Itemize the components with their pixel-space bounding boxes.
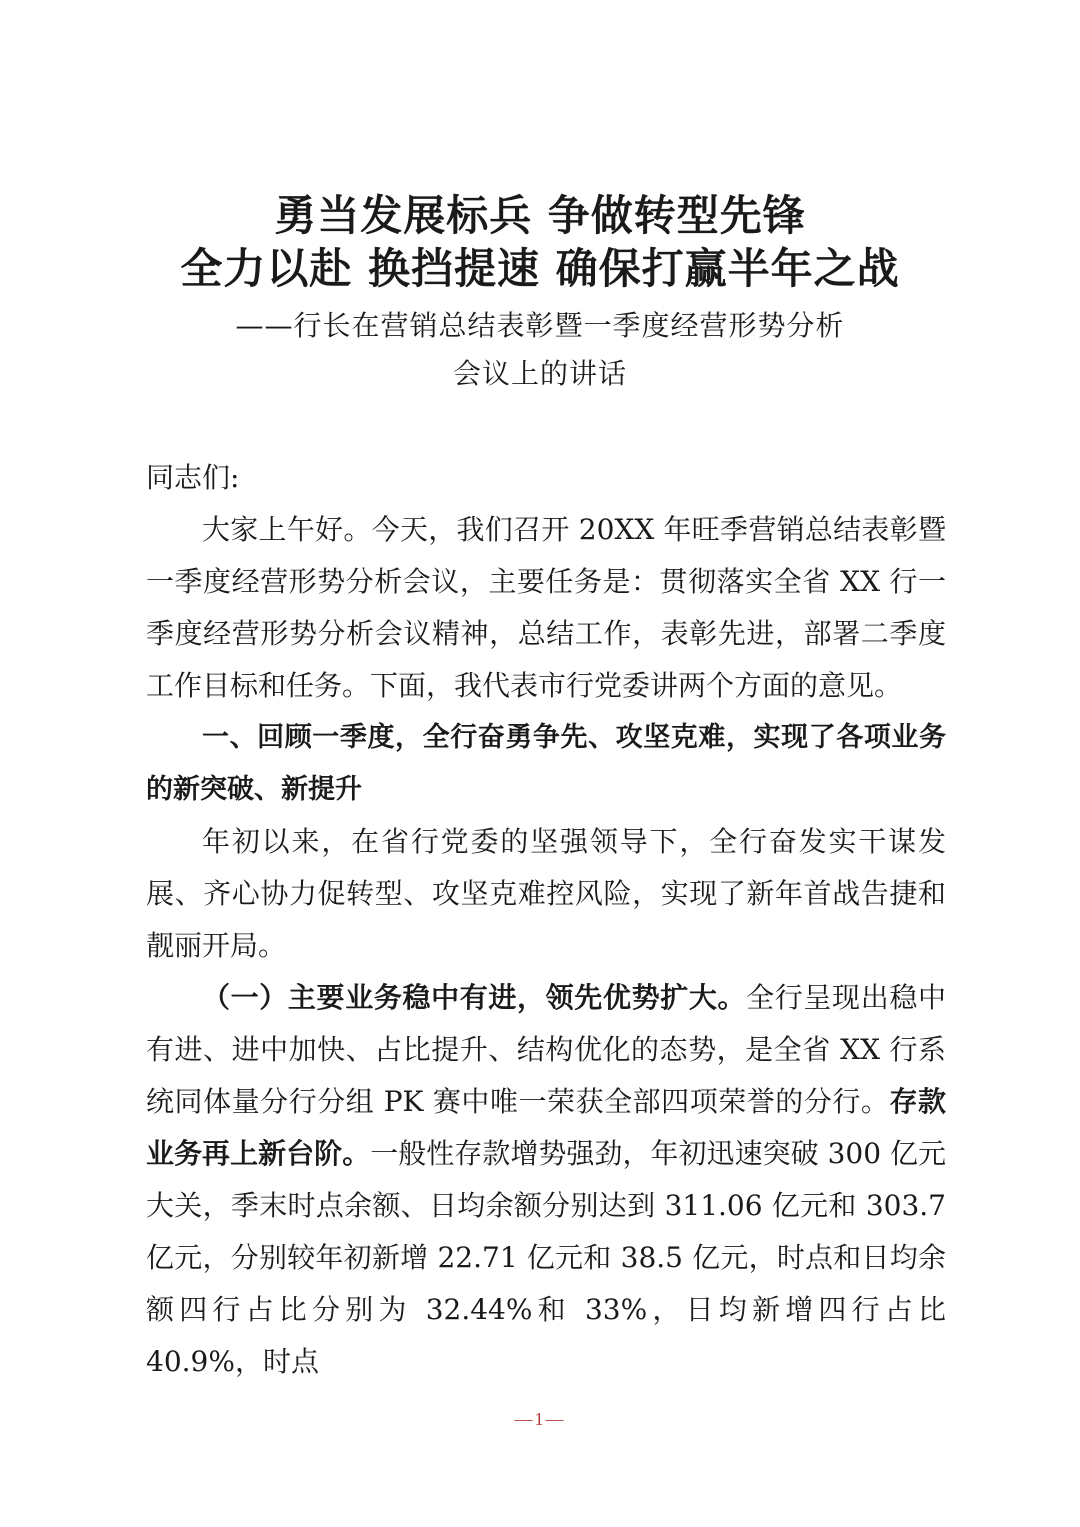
intro-paragraph: 大家上午好。今天，我们召开 20XX 年旺季营销总结表彰暨一季度经营形势分析会议，主要任务是：贯彻落实全省 XX 行一季度经营形势分析会议精神，总结工作，表彰先进，部署二季度工作目标和任务。下面，我代表市行党委讲两个方面的意见。 <box>146 513 946 702</box>
subsection1-heading: （一）主要业务稳中有进，领先优势扩大。 <box>202 981 747 1014</box>
page-number: —1— <box>514 1409 566 1429</box>
document-subtitle-line2: 会议上的讲话 <box>452 357 627 390</box>
salutation: 同志们: <box>146 461 240 494</box>
document-body <box>146 452 946 1388</box>
subsection1-text-a: 全行呈现出稳中有进、进中加快、占比提升、结构优化的态势，是全省 XX 行系统同体量分行分组 PK 赛中唯一荣获全部四项荣誉的分行。 <box>146 981 946 1118</box>
deposit-heading: 存款业务再上新台阶。 <box>146 1085 946 1170</box>
subsection1-paragraph <box>146 972 946 1388</box>
document-title-line2: 全力以赴 换挡提速 确保打赢半年之战 <box>180 244 900 293</box>
document-title-line1: 勇当发展标兵 争做转型先锋 <box>274 191 806 240</box>
section1-intro-paragraph: 年初以来，在省行党委的坚强领导下，全行奋发实干谋发展、齐心协力促转型、攻坚克难控风险，实现了新年首战告捷和靓丽开局。 <box>146 825 946 962</box>
document-subtitle-line1: ——行长在营销总结表彰暨一季度经营形势分析 <box>235 309 845 342</box>
subsection1-text-c: 一般性存款增势强劲，年初迅速突破 300 亿元大关，季末时点余额、日均余额分别达到 311.06 亿元和 303.7 亿元，分别较年初新增 22.71 亿元和 38.5 亿元，时点和日均余额四行占比分别为 32.44%和 33%，日均新增四行占比 40.9%，时点 <box>146 1137 946 1378</box>
section1-heading: 一、回顾一季度，全行奋勇争先、攻坚克难，实现了各项业务的新突破、新提升 <box>146 722 946 805</box>
